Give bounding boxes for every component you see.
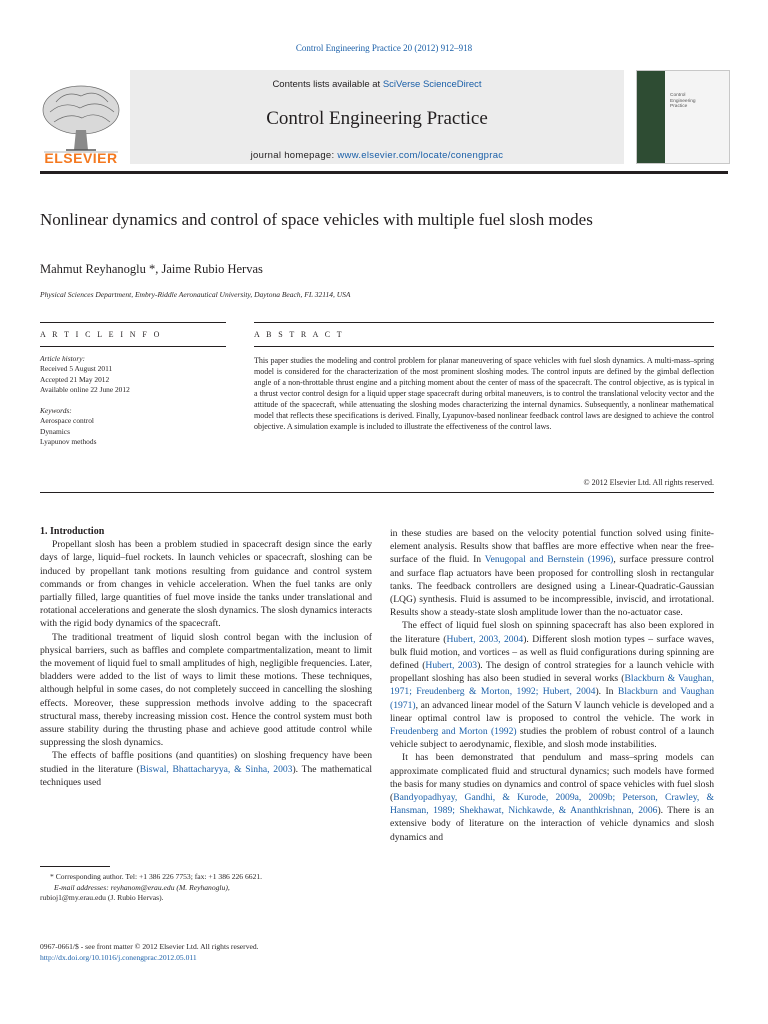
paragraph: The traditional treatment of liquid slosh control began with the inclusion of physical barriers, such as baffles and complete compartmentalization, meant to limit the movement of liquid fuel to small amplitudes of high, negligible frequencies. Later, bladders were added to the list of ways to limit these motions. These techniques, although helpful in some cases, do not completely succeed in cancelling the sloshing effects. Moreover, these suppression methods involve adding to the spacecraft structural mass, thereby increasing mission cost. Hence the control system must both assure stability during the thrusting phase and achieve good attitude control while suppressing the slosh dynamics.	[40, 631, 372, 749]
keywords-block	[40, 406, 226, 448]
citation-link[interactable]: Biswal, Bhattacharyya, & Sinha, 2003	[139, 763, 293, 775]
citation-link[interactable]: Bandyopadhyay, Gandhi, & Kurode, 2009a, 2009b; Peterson, Crawley, & Hansman, 1989; Shekhawat, Nichkawde, & Ananthkrishnan, 2006	[390, 792, 714, 817]
info-rule-mid	[40, 346, 226, 347]
elsevier-tree-logo	[36, 74, 126, 162]
paragraph: The effect of liquid fuel slosh on spinning spacecraft has also been explored in the literature (Hubert, 2003, 2004). Different slosh motion types – surface waves, bulk fluid motion, and vortices – as well as fluid configurations during spinning are defined (Hubert, 2003). The design of control strategies for a launch vehicle with propellant sloshing has also been studied in several works (Blackburn & Vaughan, 1971; Freudenberg & Morton, 1992; Hubert, 2004). In Blackburn and Vaughan (1971), an advanced linear model of the Saturn V launch vehicle is developed and a linear optimal control law is proposed to control the vehicle. The work in Freudenberg and Morton (1992) studies the problem of robust control of a launch vehicle subject to aerodynamic, flexible, and slosh mode instabilities.	[390, 620, 715, 751]
email-note-2: rubioj1@my.erau.edu (J. Rubio Hervas).	[40, 893, 164, 902]
homepage-line	[130, 150, 624, 161]
front-matter-block	[40, 942, 380, 963]
paragraph: in these studies are based on the velocity potential function solved using finite-element analysis. Results show that baffles are more effective when near the free-surface of the fluid. In Venugopal and Bernstein (1996), surface pressure control and surface flap actuators have been proposed for controlling slosh in rectangular tanks. The feedback controllers are designed using a Linear-Quadratic-Gaussian (LQG) synthesis. Fluid is assumed to be incompressible, inviscid, and irrotational. Results show a steady-state slosh amplitude lower than the no-actuator case.	[390, 528, 714, 619]
cover-title: Control Engineering Practice	[670, 93, 696, 109]
corresponding-author-note: * Corresponding author. Tel: +1 386 226 7753; fax: +1 386 226 6621.	[50, 872, 263, 881]
article-authors: Mahmut Reyhanoglu *, Jaime Rubio Hervas	[40, 262, 263, 276]
footnote-rule	[40, 866, 110, 867]
keyword: Dynamics	[40, 426, 70, 436]
history-label: Article history:	[40, 354, 85, 363]
keywords-label: Keywords:	[40, 406, 72, 415]
paragraph: Propellant slosh has been a problem studied in spacecraft design since the early days of large, liquid–fuel rockets. In launch vehicles or spacecraft, sloshing can be induced by propellant tank motions resulting from guidance and control system commands or from changes in vehicle acceleration. When the fuel tanks are only partially filled, large quantities of fuel move inside the tanks under translational and rotational accelerations and generate the slosh dynamics. The slosh dynamics interacts with the rigid body dynamics of the spacecraft.	[40, 539, 372, 630]
article-info-heading: A R T I C L E I N F O	[40, 330, 162, 339]
article-title: Nonlinear dynamics and control of space vehicles with multiple fuel slosh modes	[40, 210, 593, 229]
paragraph: It has been demonstrated that pendulum and mass–spring models can approximate complicated fluid and structural dynamics; such models have formed the basis for many studies on dynamics and control of space vehicles with fuel slosh (Bandyopadhyay, Gandhi, & Kurode, 2009a, 2009b; Peterson, Crawley, & Hansman, 1989; Shekhawat, Nichkawde, & Ananthkrishnan, 2006). There is an extensive body of literature on the interaction of vehicle dynamics and slosh dynamics and	[390, 752, 714, 843]
email-note: E-mail addresses: reyhanom@erau.edu (M. Reyhanoglu),	[54, 882, 230, 892]
journal-cover-thumbnail[interactable]	[636, 70, 730, 164]
section-heading-introduction: 1. Introduction	[40, 526, 105, 537]
abstract-copyright: © 2012 Elsevier Ltd. All rights reserved.	[583, 478, 714, 487]
abstract-rule-mid	[254, 346, 714, 347]
doi-link[interactable]: http://dx.doi.org/10.1016/j.conengprac.2012.05.011	[40, 952, 197, 962]
article-affiliation: Physical Sciences Department, Embry-Riddle Aeronautical University, Daytona Beach, FL 32114, USA	[40, 290, 351, 299]
keyword: Aerospace control	[40, 416, 94, 426]
homepage-link[interactable]: www.elsevier.com/locate/conengprac	[337, 150, 504, 161]
header-rule	[40, 171, 728, 174]
abstract-rule-bottom	[40, 492, 714, 493]
journal-reference[interactable]: Control Engineering Practice 20 (2012) 912–918	[295, 43, 473, 53]
citation-link[interactable]: Venugopal and Bernstein (1996)	[484, 554, 614, 566]
issn-line: 0967-0661/$ - see front matter © 2012 Elsevier Ltd. All rights reserved.	[40, 942, 259, 951]
body-column-left	[40, 525, 372, 789]
abstract-rule-top	[254, 322, 714, 323]
keyword: Lyapunov methods	[40, 437, 97, 447]
citation-link[interactable]: Blackburn & Vaughan, 1971; Freudenberg & Morton, 1992; Hubert, 2004	[390, 673, 715, 698]
paragraph: The effects of baffle positions (and quantities) on sloshing frequency have been studied in the literature (Biswal, Bhattacharyya, & Sinha, 2003). The mathematical techniques used	[40, 750, 372, 788]
citation-link[interactable]: Hubert, 2003, 2004	[446, 633, 524, 645]
citation-link[interactable]: Freudenberg and Morton (1992)	[390, 726, 517, 738]
footnote-block	[40, 872, 380, 904]
cover-color-strip	[637, 71, 665, 163]
contents-prefix: Contents lists available at	[272, 79, 383, 90]
contents-line	[130, 79, 624, 90]
abstract-heading: A B S T R A C T	[254, 330, 345, 339]
accepted-date: Accepted 21 May 2012	[40, 374, 110, 384]
online-date: Available online 22 June 2012	[40, 385, 130, 395]
citation-link[interactable]: Blackburn and Vaughan (1971)	[390, 686, 714, 711]
abstract-text: This paper studies the modeling and control problem for planar maneuvering of space vehicles with fuel slosh dynamics. A multi-mass–spring model is considered for the characterization of the most prominent sloshing modes. The control inputs are defined by the gimbal deflection angle of a non-throttable thrust engine and a pitching moment about the center of mass of the spacecraft. The control objective, as is typical in a thrust vector control design for a liquid upper stage spacecraft during orbital maneuvers, is to control the translational velocity vector and the attitude of the spacecraft, while attenuating the sloshing modes characterizing the internal dynamics. Subsequently, a nonlinear mathematical model that reflects these specifications is derived. Finally, Lyapunov-based nonlinear feedback control laws are designed to achieve the control objective. A simulation example is included to illustrate the effectiveness of the control laws.	[254, 356, 714, 431]
received-date: Received 5 August 2011	[40, 364, 113, 374]
sciencedirect-link[interactable]: SciVerse ScienceDirect	[382, 79, 482, 90]
elsevier-wordmark: ELSEVIER	[44, 150, 118, 166]
article-history	[40, 354, 226, 396]
homepage-prefix: journal homepage:	[250, 150, 338, 161]
journal-title: Control Engineering Practice	[266, 108, 488, 129]
body-column-right	[390, 527, 714, 844]
citation-link[interactable]: Hubert, 2003	[425, 660, 478, 672]
info-rule-top	[40, 322, 226, 323]
